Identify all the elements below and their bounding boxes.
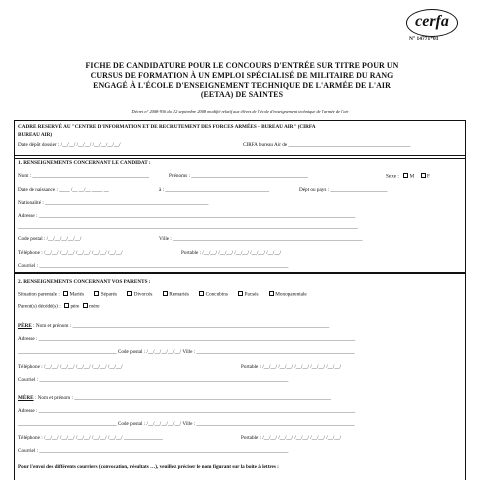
mere-nom-label: : Nom et prénom : ___________________________________________________________________________________________________ — [33, 395, 331, 401]
pacsés-checkbox[interactable] — [238, 291, 243, 296]
pere-heading: PÈRE — [18, 323, 32, 329]
pere-nom-label: : Nom et prénom : ___________________________________________________________________________________________________ — [31, 323, 330, 329]
mere-code-ville-field[interactable]: ______________________________________ Code postal : /__/__/__/__/__/ Ville : _____________________________________________________________ — [18, 421, 355, 427]
reserved-title: CADRE RESERVÉ AU "CENTRE D'INFORMATION ET DE RECRUTEMENT DES FORCES ARMÉES - BUREAU AIR" (CIRFA — [18, 124, 316, 130]
mere-heading: MÈRE — [18, 395, 34, 401]
situation-parentale — [18, 291, 307, 298]
séparés-checkbox[interactable] — [94, 291, 99, 296]
mere-portable-field[interactable]: Portable : /__/__/ /__/__/ /__/__/ /__/__/ /__/__/ — [241, 435, 342, 441]
prenoms-field[interactable]: Prénoms : _____________________________________________ — [169, 173, 308, 179]
pere-code-ville-field[interactable]: ______________________________________ Code postal : /__/__/__/__/__/ Ville : _____________________________________________________________ — [18, 349, 355, 355]
lieu-naissance-field[interactable]: à : ________________________________________ — [159, 187, 270, 193]
title-line: (EETAA) DE SAINTES — [200, 90, 284, 100]
mere-courriel-field[interactable]: Courriel : ________________________________________________________________________________________________ — [18, 448, 289, 454]
mere-decede-checkbox[interactable] — [83, 303, 88, 308]
decree-reference: Décret n° 2008-936 du 12 septembre 2008 modifié relatif aux élèves de l'école d'enseignement technique de l'armée de l'air — [131, 109, 349, 114]
section-candidat-title: 1. RENSEIGNEMENTS CONCERNANT LE CANDIDAT : — [18, 160, 151, 166]
sexe-m-checkbox[interactable] — [403, 173, 408, 178]
dept-pays-field[interactable]: Dépt ou pays : ______________________ — [299, 187, 388, 193]
concubins-checkbox[interactable] — [199, 291, 204, 296]
pere-nom-field[interactable] — [18, 323, 329, 329]
situation-option: Mariés — [69, 291, 84, 298]
pere-telephone-field[interactable]: Téléphone : /__/__/ /__/__/ /__/__/ /__/__/ /__/__/ — [18, 364, 123, 370]
section-parents-title: 2. RENSEIGNEMENTS CONCERNANT VOS PARENTS : — [18, 279, 151, 285]
reserved-title-cont: BUREAU AIR) — [18, 132, 53, 138]
adresse-field[interactable]: Adresse : __________________________________________________________________________________________________________________________ — [18, 213, 356, 219]
situation-option: Séparés — [100, 291, 117, 298]
decede-label: Parent(s) décédé(s) : — [18, 303, 61, 310]
date-depot-field[interactable]: Date dépôt dossier : /__/__/ /__/__/ /__/__/__/__/ — [18, 142, 121, 148]
telephone-field[interactable]: Téléphone : /__/__/ /__/__/ /__/__/ /__/__/ /__/__/ — [18, 250, 123, 256]
situation-label: Situation parentale : — [18, 291, 60, 298]
sexe-m-label: M — [409, 173, 415, 180]
mariés-checkbox[interactable] — [63, 291, 68, 296]
decede-option: père — [70, 303, 80, 310]
adresse-line2[interactable]: ___________________________________________________________________________________________________________________________________ — [18, 224, 358, 230]
section-candidat — [14, 155, 466, 273]
title-line: FICHE DE CANDIDATURE POUR LE CONCOURS D'ENTRÉE SUR TITRE POUR UN — [85, 61, 399, 70]
divorcés-checkbox[interactable] — [127, 291, 132, 296]
sexe-field — [386, 173, 430, 180]
pere-adresse-field[interactable]: Adresse : __________________________________________________________________________________________________________________________ — [18, 336, 356, 342]
remariés-checkbox[interactable] — [163, 291, 168, 296]
pere-decede-checkbox[interactable] — [64, 303, 69, 308]
mere-telephone-field[interactable]: Téléphone : /__/__/ /__/__/ /__/__/ /__/__/ /__/__/ _______________ — [18, 435, 163, 441]
situation-option: Monoparentale — [275, 291, 307, 298]
reserved-frame — [14, 120, 466, 159]
situation-option: Remariés — [169, 291, 189, 298]
envoi-courriers-field: Pour l'envoi des différents courriers (convocation, résultats …), veuillez préciser le nom figurant sur la boite à lettres : — [18, 464, 279, 470]
pere-portable-field[interactable]: Portable : /__/__/ /__/__/ /__/__/ /__/__/ /__/__/ — [241, 364, 342, 370]
date-naissance-field[interactable]: Date de naissance : ____ /__ __/__ ____ __ — [18, 187, 109, 193]
section-parents — [14, 273, 466, 480]
cirfa-field[interactable]: CIRFA bureau Air de _______________________________________________ — [243, 142, 411, 148]
nationalite-field[interactable]: Nationalité : _______________________________________________________________ — [18, 200, 209, 206]
situation-option: Concubins — [205, 291, 228, 298]
form-number: N° 14771*01 — [409, 36, 439, 42]
nom-field[interactable]: Nom : _____________________________________________ — [18, 173, 150, 179]
courriel-field[interactable]: Courriel : ________________________________________________________________________________________________ — [18, 263, 289, 269]
pere-courriel-field[interactable]: Courriel : ________________________________________________________________________________________________ — [18, 377, 289, 383]
situation-option: Pacsés — [244, 291, 259, 298]
page-title — [40, 61, 444, 100]
monoparentale-checkbox[interactable] — [269, 291, 274, 296]
cerfa-logo: cerfa — [406, 9, 458, 37]
parents-decedes — [18, 303, 100, 310]
sexe-f-checkbox[interactable] — [421, 173, 426, 178]
portable-field[interactable]: Portable : /__/__/ /__/__/ /__/__/ /__/__/ /__/__/ — [181, 250, 282, 256]
mere-nom-field[interactable] — [18, 395, 331, 401]
sexe-label: Sexe : — [386, 173, 399, 180]
code-postal-field[interactable]: Code postal : /__/__/__/__/__/ — [18, 236, 82, 242]
mere-adresse-field[interactable]: Adresse : __________________________________________________________________________________________________________________________ — [18, 408, 356, 414]
situation-option: Divorcés — [133, 291, 153, 298]
title-line: CURSUS DE FORMATION À UN EMPLOI SPÉCIALISÉ DE MILITAIRE DU RANG — [90, 70, 394, 80]
ville-field[interactable]: Ville : _________________________________________________________________________ — [159, 236, 363, 242]
decede-option: mère — [89, 303, 100, 310]
title-line: ENGAGÉ À L'ÉCOLE D'ENSEIGNEMENT TECHNIQUE DE L'ARMÉE DE L'AIR — [93, 80, 391, 90]
sexe-f-label: F — [427, 173, 430, 180]
